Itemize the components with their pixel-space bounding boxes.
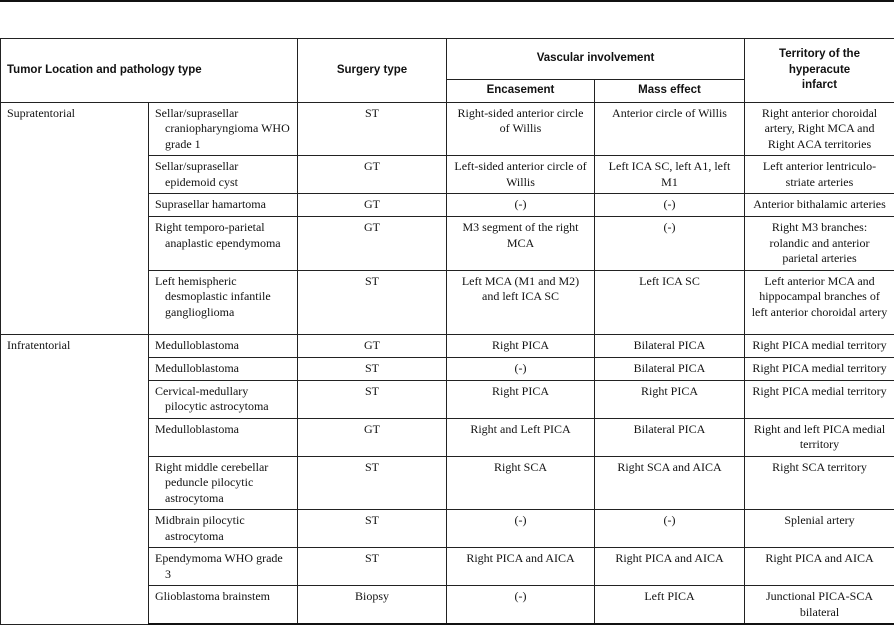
group-label: Infratentorial: [1, 334, 149, 624]
mass-effect-cell: Left ICA SC, left A1, left M1: [595, 156, 745, 194]
results-table: [0, 38, 894, 625]
surgery-type-cell: ST: [298, 270, 447, 334]
surgery-type-cell: GT: [298, 334, 447, 357]
pathology-cell: [149, 548, 298, 586]
header-territory-line1: Territory of the hyperacute: [779, 48, 860, 76]
mass-effect-cell: Bilateral PICA: [595, 418, 745, 456]
pathology-cell: [149, 456, 298, 510]
pathology-text: Sellar/suprasellar craniopharyngioma WHO grade 1: [155, 105, 290, 151]
pathology-cell: [149, 380, 298, 418]
table-header: [1, 39, 894, 103]
territory-cell: Right M3 branches: rolandic and anterior parietal arteries: [745, 217, 894, 271]
mass-effect-cell: Bilateral PICA: [595, 334, 745, 357]
pathology-text: Glioblastoma brainstem: [155, 589, 270, 603]
header-tumor-location: Tumor Location and pathology type: [1, 39, 298, 103]
pathology-cell: [149, 156, 298, 194]
pathology-text: Medulloblastoma: [155, 421, 239, 436]
mass-effect-cell: Left ICA SC: [595, 270, 745, 334]
encasement-cell: Right and Left PICA: [447, 418, 595, 456]
territory-cell: Right PICA medial territory: [745, 380, 894, 418]
surgery-type-cell: GT: [298, 194, 447, 217]
mass-effect-cell: (-): [595, 510, 745, 548]
pathology-cell: [149, 586, 298, 625]
mass-effect-cell: (-): [595, 217, 745, 271]
surgery-type-cell: GT: [298, 156, 447, 194]
pathology-cell: [149, 510, 298, 548]
pathology-cell: [149, 102, 298, 156]
surgery-type-cell: Biopsy: [298, 586, 447, 625]
mass-effect-cell: Right PICA: [595, 380, 745, 418]
pathology-text: Sellar/suprasellar epidemoid cyst: [155, 159, 239, 189]
pathology-cell: [149, 270, 298, 334]
surgery-type-cell: ST: [298, 357, 447, 380]
territory-cell: Left anterior lentriculo-striate arteries: [745, 156, 894, 194]
pathology-text: Right temporo-parietal anaplastic ependymoma: [155, 220, 281, 250]
surgery-type-cell: ST: [298, 456, 447, 510]
pathology-text: Right middle cerebellar peduncle pilocytic astrocytoma: [155, 459, 269, 505]
territory-cell: Right SCA territory: [745, 456, 894, 510]
table-row: [1, 334, 894, 357]
territory-cell: Right PICA medial territory: [745, 357, 894, 380]
mass-effect-cell: Right PICA and AICA: [595, 548, 745, 586]
encasement-cell: (-): [447, 357, 595, 380]
header-mass-effect: Mass effect: [595, 80, 745, 103]
header-encasement: Encasement: [447, 80, 595, 103]
territory-cell: Splenial artery: [745, 510, 894, 548]
territory-cell: Right and left PICA medial territory: [745, 418, 894, 456]
surgery-type-cell: ST: [298, 548, 447, 586]
pathology-cell: [149, 217, 298, 271]
mass-effect-cell: Left PICA: [595, 586, 745, 625]
header-surgery-type: Surgery type: [298, 39, 447, 103]
surgery-type-cell: ST: [298, 380, 447, 418]
header-territory-line2: infarct: [801, 79, 838, 91]
territory-cell: Right PICA medial territory: [745, 334, 894, 357]
header-territory: [745, 39, 894, 103]
surgery-type-cell: GT: [298, 217, 447, 271]
territory-cell: Left anterior MCA and hippocampal branches of left anterior choroidal artery: [745, 270, 894, 334]
territory-cell: Right PICA and AICA: [745, 548, 894, 586]
territory-cell: Anterior bithalamic arteries: [745, 194, 894, 217]
encasement-cell: Right PICA: [447, 380, 595, 418]
pathology-cell: [149, 334, 298, 357]
top-rule: [0, 0, 894, 2]
pathology-text: Medulloblastoma: [155, 360, 239, 375]
surgery-type-cell: ST: [298, 102, 447, 156]
territory-cell: Right anterior choroidal artery, Right MCA and Right ACA territories: [745, 102, 894, 156]
encasement-cell: Right PICA: [447, 334, 595, 357]
pathology-text: Cervical-medullary pilocytic astrocytoma: [155, 383, 269, 413]
encasement-cell: Right-sided anterior circle of Willis: [447, 102, 595, 156]
encasement-cell: (-): [447, 510, 595, 548]
mass-effect-cell: (-): [595, 194, 745, 217]
encasement-cell: Right SCA: [447, 456, 595, 510]
encasement-cell: Right PICA and AICA: [447, 548, 595, 586]
surgery-type-cell: GT: [298, 418, 447, 456]
encasement-cell: Left-sided anterior circle of Willis: [447, 156, 595, 194]
pathology-cell: [149, 357, 298, 380]
mass-effect-cell: Right SCA and AICA: [595, 456, 745, 510]
table-body: [1, 102, 894, 624]
mass-effect-cell: Bilateral PICA: [595, 357, 745, 380]
surgery-type-cell: ST: [298, 510, 447, 548]
pathology-text: Medulloblastoma: [155, 337, 239, 352]
encasement-cell: Left MCA (M1 and M2) and left ICA SC: [447, 270, 595, 334]
table-row: [1, 102, 894, 156]
encasement-cell: (-): [447, 194, 595, 217]
header-vascular-involvement: Vascular involvement: [447, 39, 745, 80]
pathology-text: Suprasellar hamartoma: [155, 197, 266, 211]
pathology-text: Left hemispheric desmoplastic infantile ganglioglioma: [155, 273, 271, 319]
mass-effect-cell: Anterior circle of Willis: [595, 102, 745, 156]
pathology-text: Midbrain pilocytic astrocytoma: [155, 513, 245, 543]
pathology-cell: [149, 418, 298, 456]
encasement-cell: M3 segment of the right MCA: [447, 217, 595, 271]
territory-cell: Junctional PICA-SCA bilateral: [745, 586, 894, 625]
group-label: Supratentorial: [1, 102, 149, 334]
pathology-cell: [149, 194, 298, 217]
pathology-text: Ependymoma WHO grade 3: [155, 551, 283, 581]
encasement-cell: (-): [447, 586, 595, 625]
